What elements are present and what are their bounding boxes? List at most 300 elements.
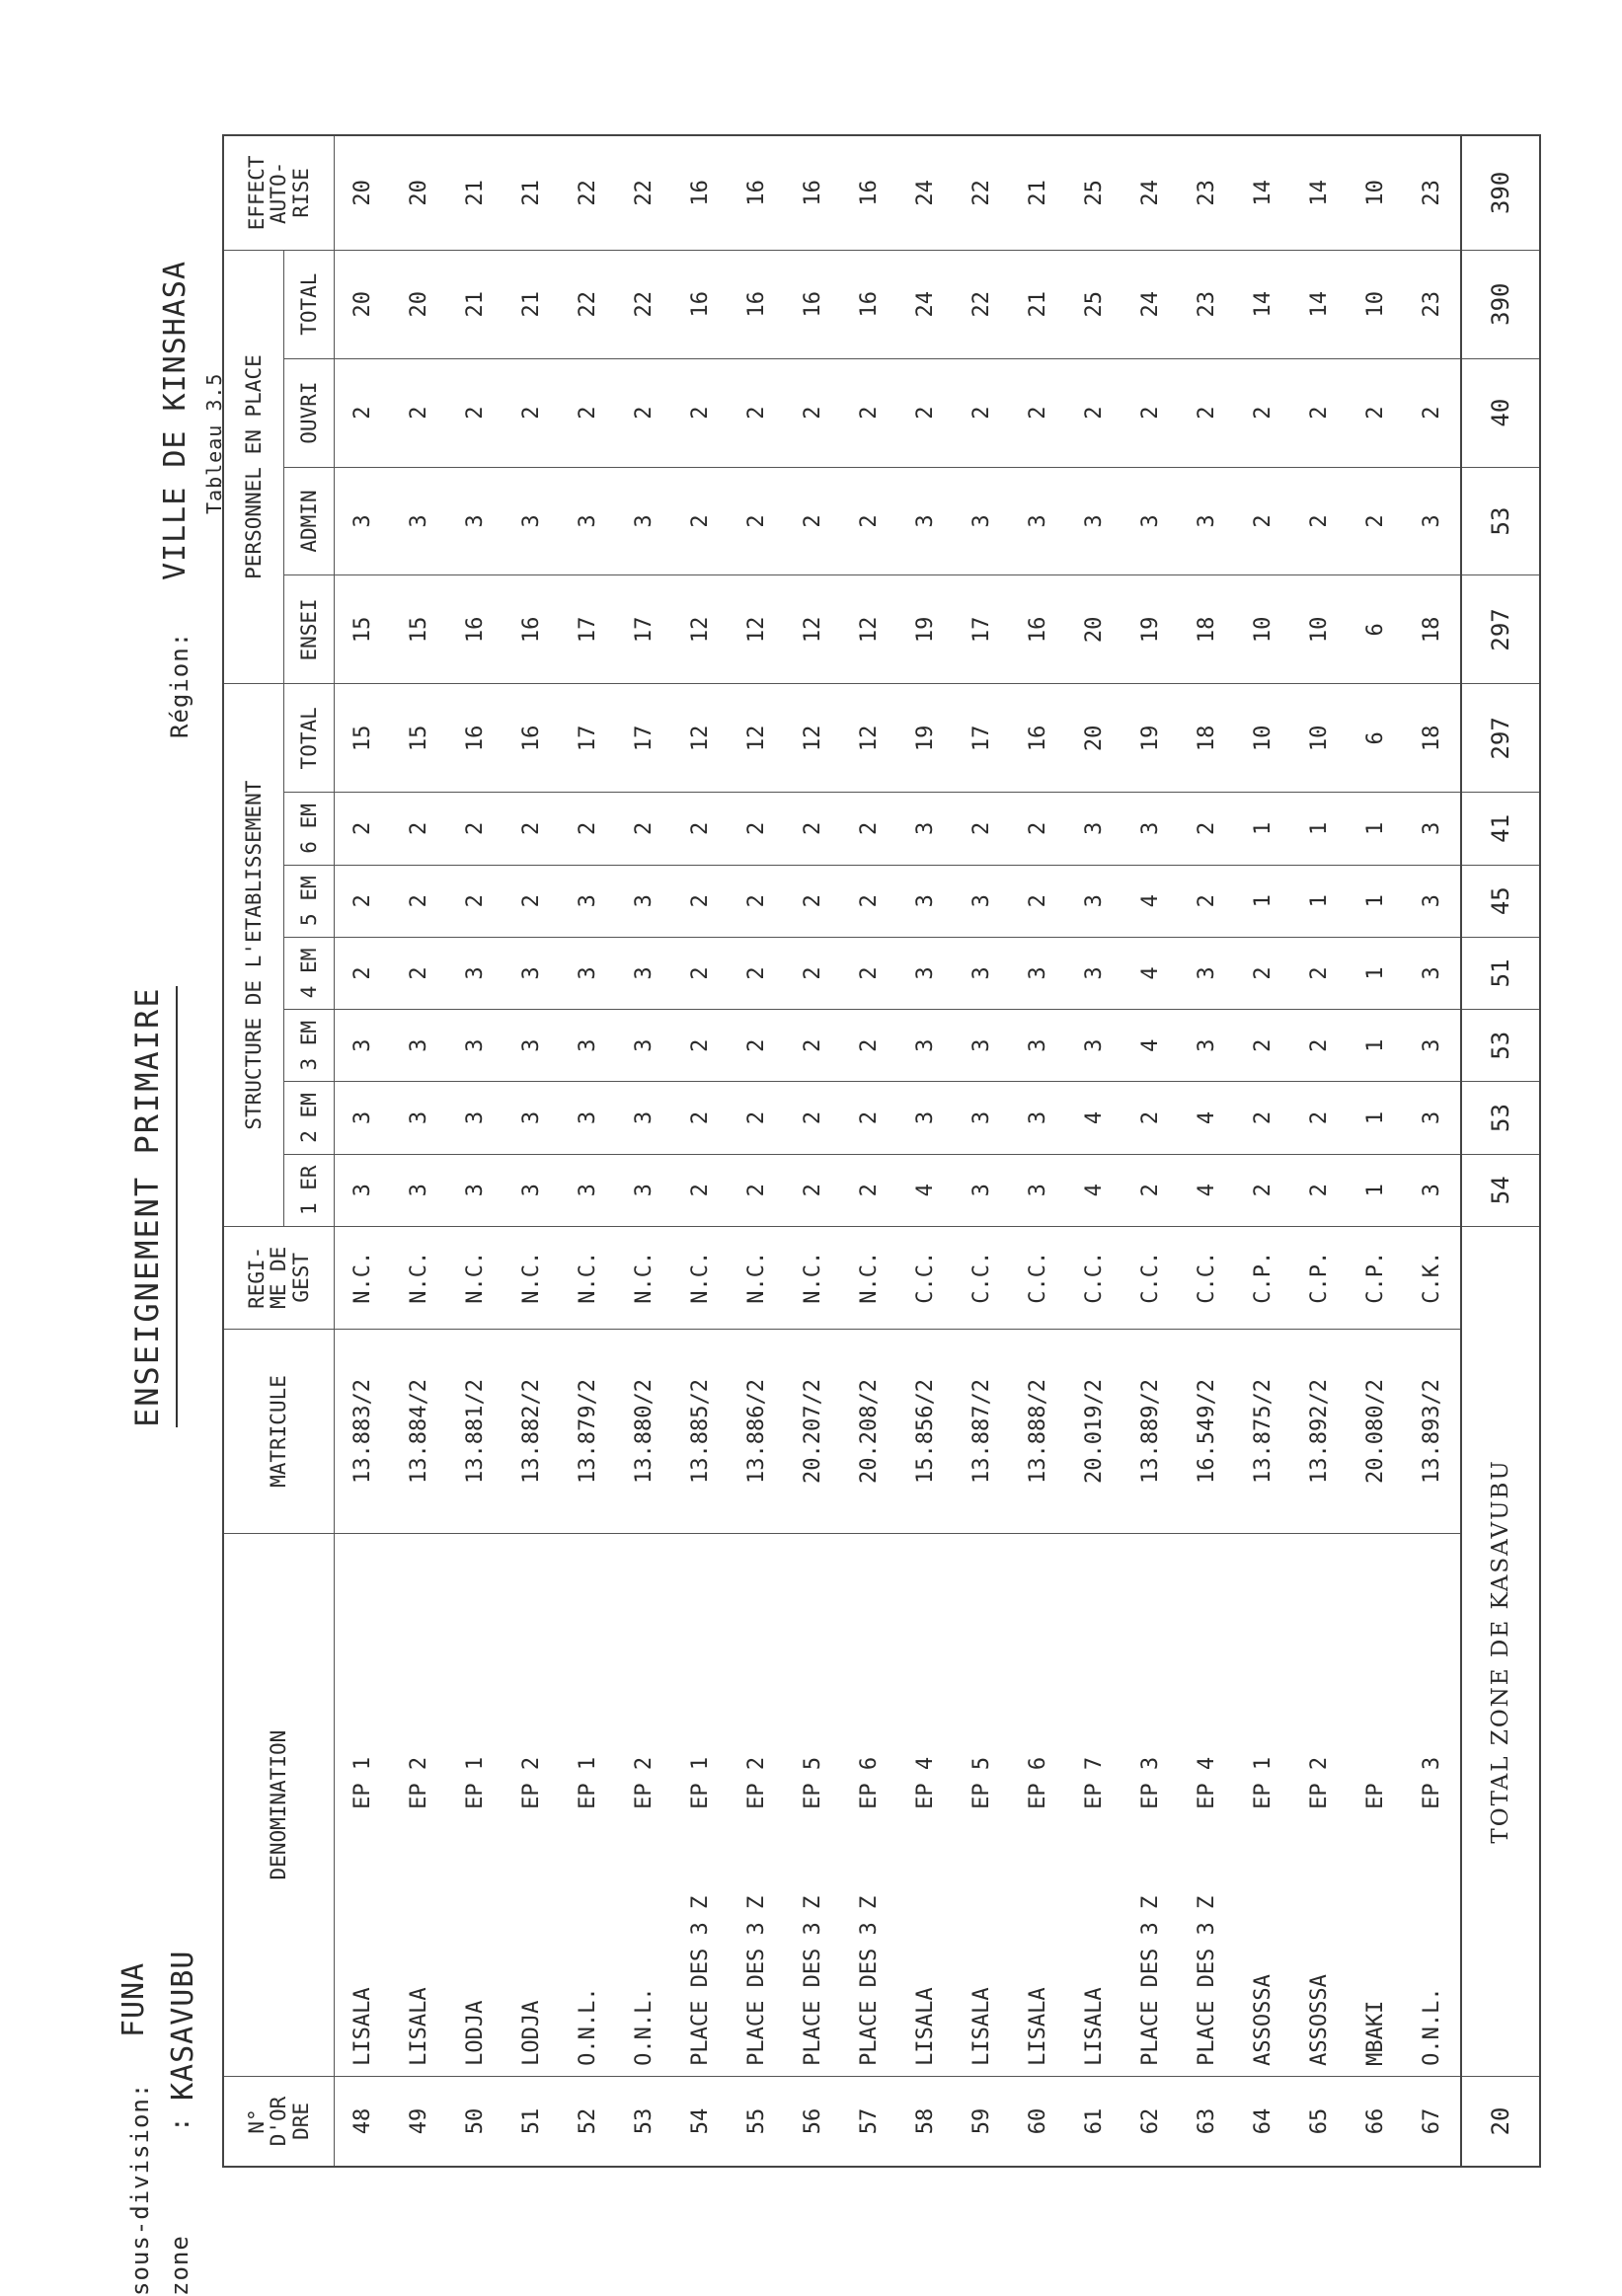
cell-admin: 3 xyxy=(503,467,560,575)
cell-eff: 10 xyxy=(1348,135,1404,250)
table-row xyxy=(560,135,616,2167)
cell-s4: 3 xyxy=(1010,937,1066,1009)
table-row xyxy=(1291,135,1348,2167)
subdivision-label: sous-division: xyxy=(126,2082,154,2296)
cell-s1: 2 xyxy=(1291,1154,1348,1226)
cell-s5: 1 xyxy=(1348,865,1404,937)
school-ep: EP 1 xyxy=(576,1756,600,1809)
table-row xyxy=(503,135,560,2167)
header-effectif-line2: AUTO- xyxy=(267,161,291,224)
cell-ptotal: 24 xyxy=(1122,250,1179,358)
table-row xyxy=(841,135,897,2167)
school-matricule: 13.879/2 xyxy=(560,1329,616,1534)
cell-ensei: 19 xyxy=(897,575,954,684)
cell-s5: 3 xyxy=(616,865,672,937)
row-number: 61 xyxy=(1066,2076,1122,2167)
school-name: PLACE DES 3 Z xyxy=(688,1895,713,2066)
total-ensei: 297 xyxy=(1461,575,1540,684)
cell-s4: 2 xyxy=(841,937,897,1009)
header-6em: 6 EM xyxy=(284,793,335,865)
header-ouvri: OUVRI xyxy=(284,358,335,467)
cell-admin: 2 xyxy=(1291,467,1348,575)
cell-ouvri: 2 xyxy=(1404,358,1461,467)
school-name: PLACE DES 3 Z xyxy=(744,1895,769,2066)
cell-s3: 3 xyxy=(897,1010,954,1082)
row-number: 48 xyxy=(335,2076,392,2167)
school-regime: C.P. xyxy=(1348,1226,1404,1329)
cell-stotal: 19 xyxy=(897,684,954,793)
school-name: LISALA xyxy=(969,1987,994,2066)
total-structure: 297 xyxy=(1461,684,1540,793)
cell-s6: 2 xyxy=(447,793,503,865)
cell-ouvri: 2 xyxy=(560,358,616,467)
cell-s1: 3 xyxy=(391,1154,447,1226)
school-denomination xyxy=(729,1534,785,2077)
row-number: 55 xyxy=(729,2076,785,2167)
school-name: LISALA xyxy=(1082,1987,1107,2066)
cell-s2: 2 xyxy=(1122,1082,1179,1154)
cell-eff: 14 xyxy=(1235,135,1291,250)
cell-ptotal: 24 xyxy=(897,250,954,358)
cell-admin: 3 xyxy=(1010,467,1066,575)
row-number: 60 xyxy=(1010,2076,1066,2167)
header-effectif-line1: EFFECT xyxy=(245,155,270,231)
table-row xyxy=(897,135,954,2167)
school-name: LISALA xyxy=(407,1987,431,2066)
cell-stotal: 12 xyxy=(841,684,897,793)
school-regime: C.C. xyxy=(954,1226,1010,1329)
cell-ensei: 15 xyxy=(391,575,447,684)
table-row xyxy=(1404,135,1461,2167)
cell-eff: 16 xyxy=(841,135,897,250)
cell-s6: 2 xyxy=(1179,793,1235,865)
cell-ptotal: 16 xyxy=(729,250,785,358)
total-4em: 51 xyxy=(1461,937,1540,1009)
cell-s1: 2 xyxy=(1122,1154,1179,1226)
cell-eff: 21 xyxy=(1010,135,1066,250)
cell-ensei: 20 xyxy=(1066,575,1122,684)
cell-ptotal: 23 xyxy=(1179,250,1235,358)
table-reference: Tableau 3.5 xyxy=(202,372,226,514)
cell-eff: 24 xyxy=(1122,135,1179,250)
table-row xyxy=(335,135,392,2167)
cell-s2: 3 xyxy=(391,1082,447,1154)
school-denomination xyxy=(1122,1534,1179,2077)
cell-s3: 3 xyxy=(1404,1010,1461,1082)
total-label: TOTAL ZONE DE KASAVUBU xyxy=(1461,1226,1540,2076)
table-row xyxy=(954,135,1010,2167)
row-number: 56 xyxy=(785,2076,841,2167)
school-ep: EP 3 xyxy=(1420,1756,1444,1809)
school-denomination xyxy=(841,1534,897,2077)
cell-s1: 3 xyxy=(616,1154,672,1226)
cell-ouvri: 2 xyxy=(1348,358,1404,467)
school-denomination xyxy=(1066,1534,1122,2077)
row-number: 65 xyxy=(1291,2076,1348,2167)
cell-ensei: 10 xyxy=(1291,575,1348,684)
cell-s3: 3 xyxy=(1179,1010,1235,1082)
school-name: LISALA xyxy=(350,1987,375,2066)
school-denomination xyxy=(335,1534,392,2077)
school-regime: N.C. xyxy=(841,1226,897,1329)
cell-admin: 3 xyxy=(954,467,1010,575)
cell-ptotal: 21 xyxy=(503,250,560,358)
cell-s1: 3 xyxy=(503,1154,560,1226)
row-number: 62 xyxy=(1122,2076,1179,2167)
cell-s2: 4 xyxy=(1066,1082,1122,1154)
school-regime: N.C. xyxy=(447,1226,503,1329)
cell-s6: 2 xyxy=(785,793,841,865)
cell-s3: 3 xyxy=(616,1010,672,1082)
school-name: PLACE DES 3 Z xyxy=(1195,1895,1219,2066)
cell-ptotal: 22 xyxy=(616,250,672,358)
cell-ouvri: 2 xyxy=(1010,358,1066,467)
school-regime: N.C. xyxy=(616,1226,672,1329)
school-ep: EP 2 xyxy=(519,1756,544,1809)
school-ep: EP 1 xyxy=(1251,1756,1275,1809)
header-personnel-total: TOTAL xyxy=(284,250,335,358)
school-ep: EP 6 xyxy=(1026,1756,1050,1809)
cell-ouvri: 2 xyxy=(335,358,392,467)
cell-s2: 2 xyxy=(1235,1082,1291,1154)
cell-s5: 3 xyxy=(1404,865,1461,937)
cell-ensei: 17 xyxy=(954,575,1010,684)
cell-ensei: 18 xyxy=(1179,575,1235,684)
cell-s5: 1 xyxy=(1291,865,1348,937)
cell-s3: 2 xyxy=(1291,1010,1348,1082)
cell-s4: 3 xyxy=(1179,937,1235,1009)
cell-stotal: 15 xyxy=(335,684,392,793)
header-effectif xyxy=(223,135,335,250)
cell-eff: 21 xyxy=(503,135,560,250)
school-ep: EP 5 xyxy=(801,1756,825,1809)
cell-ptotal: 21 xyxy=(447,250,503,358)
cell-ensei: 17 xyxy=(560,575,616,684)
header-numero-line2: D'OR xyxy=(267,2096,291,2147)
school-matricule: 13.892/2 xyxy=(1291,1329,1348,1534)
school-regime: N.C. xyxy=(672,1226,729,1329)
school-regime: C.C. xyxy=(1066,1226,1122,1329)
school-regime: N.C. xyxy=(335,1226,392,1329)
cell-s5: 4 xyxy=(1122,865,1179,937)
cell-s3: 3 xyxy=(503,1010,560,1082)
school-matricule: 13.875/2 xyxy=(1235,1329,1291,1534)
cell-stotal: 12 xyxy=(785,684,841,793)
school-matricule: 13.883/2 xyxy=(335,1329,392,1534)
school-denomination xyxy=(897,1534,954,2077)
cell-stotal: 17 xyxy=(560,684,616,793)
table-row xyxy=(1179,135,1235,2167)
cell-ptotal: 10 xyxy=(1348,250,1404,358)
cell-admin: 3 xyxy=(447,467,503,575)
table-row xyxy=(1066,135,1122,2167)
school-denomination xyxy=(785,1534,841,2077)
school-name: PLACE DES 3 Z xyxy=(1138,1895,1163,2066)
cell-admin: 3 xyxy=(897,467,954,575)
schools-table xyxy=(222,134,1541,2168)
cell-s6: 2 xyxy=(729,793,785,865)
cell-s2: 3 xyxy=(1010,1082,1066,1154)
totals-row xyxy=(1461,135,1540,2167)
school-ep: EP 1 xyxy=(350,1756,375,1809)
cell-s2: 3 xyxy=(335,1082,392,1154)
cell-s6: 2 xyxy=(335,793,392,865)
school-ep: EP 2 xyxy=(1307,1756,1332,1809)
cell-s3: 3 xyxy=(954,1010,1010,1082)
cell-s5: 3 xyxy=(897,865,954,937)
cell-ouvri: 2 xyxy=(391,358,447,467)
cell-s4: 3 xyxy=(616,937,672,1009)
cell-ensei: 12 xyxy=(672,575,729,684)
cell-ptotal: 22 xyxy=(954,250,1010,358)
cell-stotal: 6 xyxy=(1348,684,1404,793)
school-denomination xyxy=(560,1534,616,2077)
school-name: PLACE DES 3 Z xyxy=(801,1895,825,2066)
school-denomination xyxy=(954,1534,1010,2077)
cell-admin: 2 xyxy=(785,467,841,575)
total-5em: 45 xyxy=(1461,865,1540,937)
cell-s2: 4 xyxy=(1179,1082,1235,1154)
table-row xyxy=(1235,135,1291,2167)
cell-ouvri: 2 xyxy=(897,358,954,467)
school-matricule: 13.881/2 xyxy=(447,1329,503,1534)
cell-s4: 2 xyxy=(729,937,785,1009)
cell-s6: 3 xyxy=(1122,793,1179,865)
cell-s2: 2 xyxy=(672,1082,729,1154)
cell-ensei: 10 xyxy=(1235,575,1291,684)
total-2em: 53 xyxy=(1461,1082,1540,1154)
cell-s2: 2 xyxy=(841,1082,897,1154)
school-name: ASSOSSA xyxy=(1251,1974,1275,2066)
school-ep: EP 5 xyxy=(969,1756,994,1809)
cell-ptotal: 20 xyxy=(391,250,447,358)
cell-s1: 2 xyxy=(785,1154,841,1226)
cell-stotal: 16 xyxy=(1010,684,1066,793)
school-ep: EP 1 xyxy=(688,1756,713,1809)
cell-stotal: 12 xyxy=(672,684,729,793)
total-admin: 53 xyxy=(1461,467,1540,575)
cell-s3: 3 xyxy=(560,1010,616,1082)
header-admin: ADMIN xyxy=(284,467,335,575)
school-regime: N.C. xyxy=(729,1226,785,1329)
cell-s4: 3 xyxy=(560,937,616,1009)
cell-s3: 2 xyxy=(785,1010,841,1082)
school-ep: EP 2 xyxy=(407,1756,431,1809)
cell-s4: 3 xyxy=(447,937,503,1009)
cell-ensei: 15 xyxy=(335,575,392,684)
cell-s4: 2 xyxy=(785,937,841,1009)
cell-ouvri: 2 xyxy=(729,358,785,467)
row-number: 57 xyxy=(841,2076,897,2167)
cell-s1: 4 xyxy=(1066,1154,1122,1226)
school-ep: EP 2 xyxy=(632,1756,657,1809)
cell-admin: 2 xyxy=(841,467,897,575)
header-numero-line1: N° xyxy=(245,2108,270,2134)
school-ep: EP 7 xyxy=(1082,1756,1107,1809)
cell-stotal: 12 xyxy=(729,684,785,793)
cell-s3: 3 xyxy=(335,1010,392,1082)
cell-s2: 3 xyxy=(954,1082,1010,1154)
cell-s6: 2 xyxy=(391,793,447,865)
cell-ouvri: 2 xyxy=(1122,358,1179,467)
school-matricule: 13.882/2 xyxy=(503,1329,560,1534)
cell-ptotal: 16 xyxy=(672,250,729,358)
cell-s6: 2 xyxy=(616,793,672,865)
cell-eff: 25 xyxy=(1066,135,1122,250)
school-denomination xyxy=(503,1534,560,2077)
table-row xyxy=(616,135,672,2167)
school-name: PLACE DES 3 Z xyxy=(857,1895,882,2066)
school-regime: C.C. xyxy=(1010,1226,1066,1329)
cell-ptotal: 22 xyxy=(560,250,616,358)
row-number: 67 xyxy=(1404,2076,1461,2167)
school-regime: N.C. xyxy=(785,1226,841,1329)
cell-admin: 3 xyxy=(560,467,616,575)
cell-s5: 2 xyxy=(672,865,729,937)
school-matricule: 16.549/2 xyxy=(1179,1329,1235,1534)
school-regime: N.C. xyxy=(560,1226,616,1329)
cell-s2: 2 xyxy=(785,1082,841,1154)
cell-s2: 3 xyxy=(897,1082,954,1154)
cell-ptotal: 25 xyxy=(1066,250,1122,358)
cell-ouvri: 2 xyxy=(954,358,1010,467)
school-denomination xyxy=(1291,1534,1348,2077)
cell-eff: 14 xyxy=(1291,135,1348,250)
header-regime-line3: GEST xyxy=(288,1253,313,1303)
cell-s2: 1 xyxy=(1348,1082,1404,1154)
header-personnel: PERSONNEL EN PLACE xyxy=(223,250,284,684)
school-regime: C.C. xyxy=(1179,1226,1235,1329)
school-ep: EP xyxy=(1363,1783,1388,1809)
school-matricule: 20.208/2 xyxy=(841,1329,897,1534)
cell-admin: 3 xyxy=(1122,467,1179,575)
cell-admin: 3 xyxy=(1179,467,1235,575)
cell-s2: 3 xyxy=(616,1082,672,1154)
school-ep: EP 4 xyxy=(1195,1756,1219,1809)
cell-s1: 2 xyxy=(1235,1154,1291,1226)
school-matricule: 20.080/2 xyxy=(1348,1329,1404,1534)
header-structure: STRUCTURE DE L'ETABLISSEMENT xyxy=(223,684,284,1227)
school-regime: N.C. xyxy=(391,1226,447,1329)
cell-s1: 1 xyxy=(1348,1154,1404,1226)
school-denomination xyxy=(1179,1534,1235,2077)
header-3em: 3 EM xyxy=(284,1010,335,1082)
cell-stotal: 18 xyxy=(1404,684,1461,793)
header-5em: 5 EM xyxy=(284,865,335,937)
total-6em: 41 xyxy=(1461,793,1540,865)
table-body xyxy=(335,135,1462,2167)
cell-s1: 4 xyxy=(897,1154,954,1226)
cell-ptotal: 16 xyxy=(785,250,841,358)
cell-ensei: 16 xyxy=(447,575,503,684)
cell-s4: 2 xyxy=(672,937,729,1009)
cell-ouvri: 2 xyxy=(1179,358,1235,467)
school-ep: EP 1 xyxy=(463,1756,488,1809)
zone-value: KASAVUBU xyxy=(166,1950,200,2101)
cell-admin: 3 xyxy=(335,467,392,575)
school-ep: EP 2 xyxy=(744,1756,769,1809)
cell-s2: 3 xyxy=(560,1082,616,1154)
cell-s4: 4 xyxy=(1122,937,1179,1009)
cell-s1: 3 xyxy=(1010,1154,1066,1226)
cell-s3: 3 xyxy=(1066,1010,1122,1082)
cell-eff: 22 xyxy=(560,135,616,250)
cell-ouvri: 2 xyxy=(1235,358,1291,467)
region-label: Région: xyxy=(166,631,193,738)
school-name: LISALA xyxy=(913,1987,938,2066)
cell-ouvri: 2 xyxy=(503,358,560,467)
school-matricule: 13.887/2 xyxy=(954,1329,1010,1534)
school-regime: N.C. xyxy=(503,1226,560,1329)
school-name: LODJA xyxy=(463,2000,488,2066)
cell-ptotal: 20 xyxy=(335,250,392,358)
school-regime: C.C. xyxy=(897,1226,954,1329)
cell-ensei: 6 xyxy=(1348,575,1404,684)
row-number: 53 xyxy=(616,2076,672,2167)
cell-s2: 3 xyxy=(1404,1082,1461,1154)
table-row xyxy=(672,135,729,2167)
header-structure-total: TOTAL xyxy=(284,684,335,793)
total-personnel: 390 xyxy=(1461,250,1540,358)
header-numero-line3: DRE xyxy=(288,2102,313,2140)
school-matricule: 13.886/2 xyxy=(729,1329,785,1534)
cell-s6: 2 xyxy=(560,793,616,865)
cell-eff: 20 xyxy=(335,135,392,250)
school-name: O.N.L. xyxy=(576,1987,600,2066)
cell-s6: 2 xyxy=(841,793,897,865)
cell-s5: 1 xyxy=(1235,865,1291,937)
row-number: 63 xyxy=(1179,2076,1235,2167)
cell-ouvri: 2 xyxy=(785,358,841,467)
cell-s6: 2 xyxy=(503,793,560,865)
cell-eff: 16 xyxy=(672,135,729,250)
cell-s4: 3 xyxy=(1066,937,1122,1009)
row-number: 66 xyxy=(1348,2076,1404,2167)
school-ep: EP 3 xyxy=(1138,1756,1163,1809)
cell-s4: 3 xyxy=(954,937,1010,1009)
header-denomination: DENOMINATION xyxy=(223,1534,335,2077)
school-denomination xyxy=(672,1534,729,2077)
cell-ensei: 16 xyxy=(1010,575,1066,684)
school-denomination xyxy=(1010,1534,1066,2077)
header-effectif-line3: RISE xyxy=(288,168,313,218)
document-title: ENSEIGNEMENT PRIMAIRE xyxy=(128,986,178,1427)
table-row xyxy=(447,135,503,2167)
school-regime: C.C. xyxy=(1122,1226,1179,1329)
cell-stotal: 16 xyxy=(447,684,503,793)
cell-s5: 3 xyxy=(954,865,1010,937)
total-count: 20 xyxy=(1461,2076,1540,2167)
school-matricule: 13.885/2 xyxy=(672,1329,729,1534)
cell-s3: 3 xyxy=(1010,1010,1066,1082)
table-row xyxy=(785,135,841,2167)
cell-s5: 2 xyxy=(841,865,897,937)
school-denomination xyxy=(391,1534,447,2077)
cell-s1: 3 xyxy=(335,1154,392,1226)
cell-ensei: 12 xyxy=(785,575,841,684)
cell-s5: 2 xyxy=(447,865,503,937)
cell-eff: 23 xyxy=(1404,135,1461,250)
header-matricule: MATRICULE xyxy=(223,1329,335,1534)
cell-eff: 22 xyxy=(616,135,672,250)
cell-s1: 3 xyxy=(560,1154,616,1226)
cell-s2: 3 xyxy=(447,1082,503,1154)
cell-s2: 3 xyxy=(503,1082,560,1154)
cell-eff: 21 xyxy=(447,135,503,250)
zone-label: zone xyxy=(166,2235,193,2296)
cell-ensei: 12 xyxy=(729,575,785,684)
cell-eff: 20 xyxy=(391,135,447,250)
